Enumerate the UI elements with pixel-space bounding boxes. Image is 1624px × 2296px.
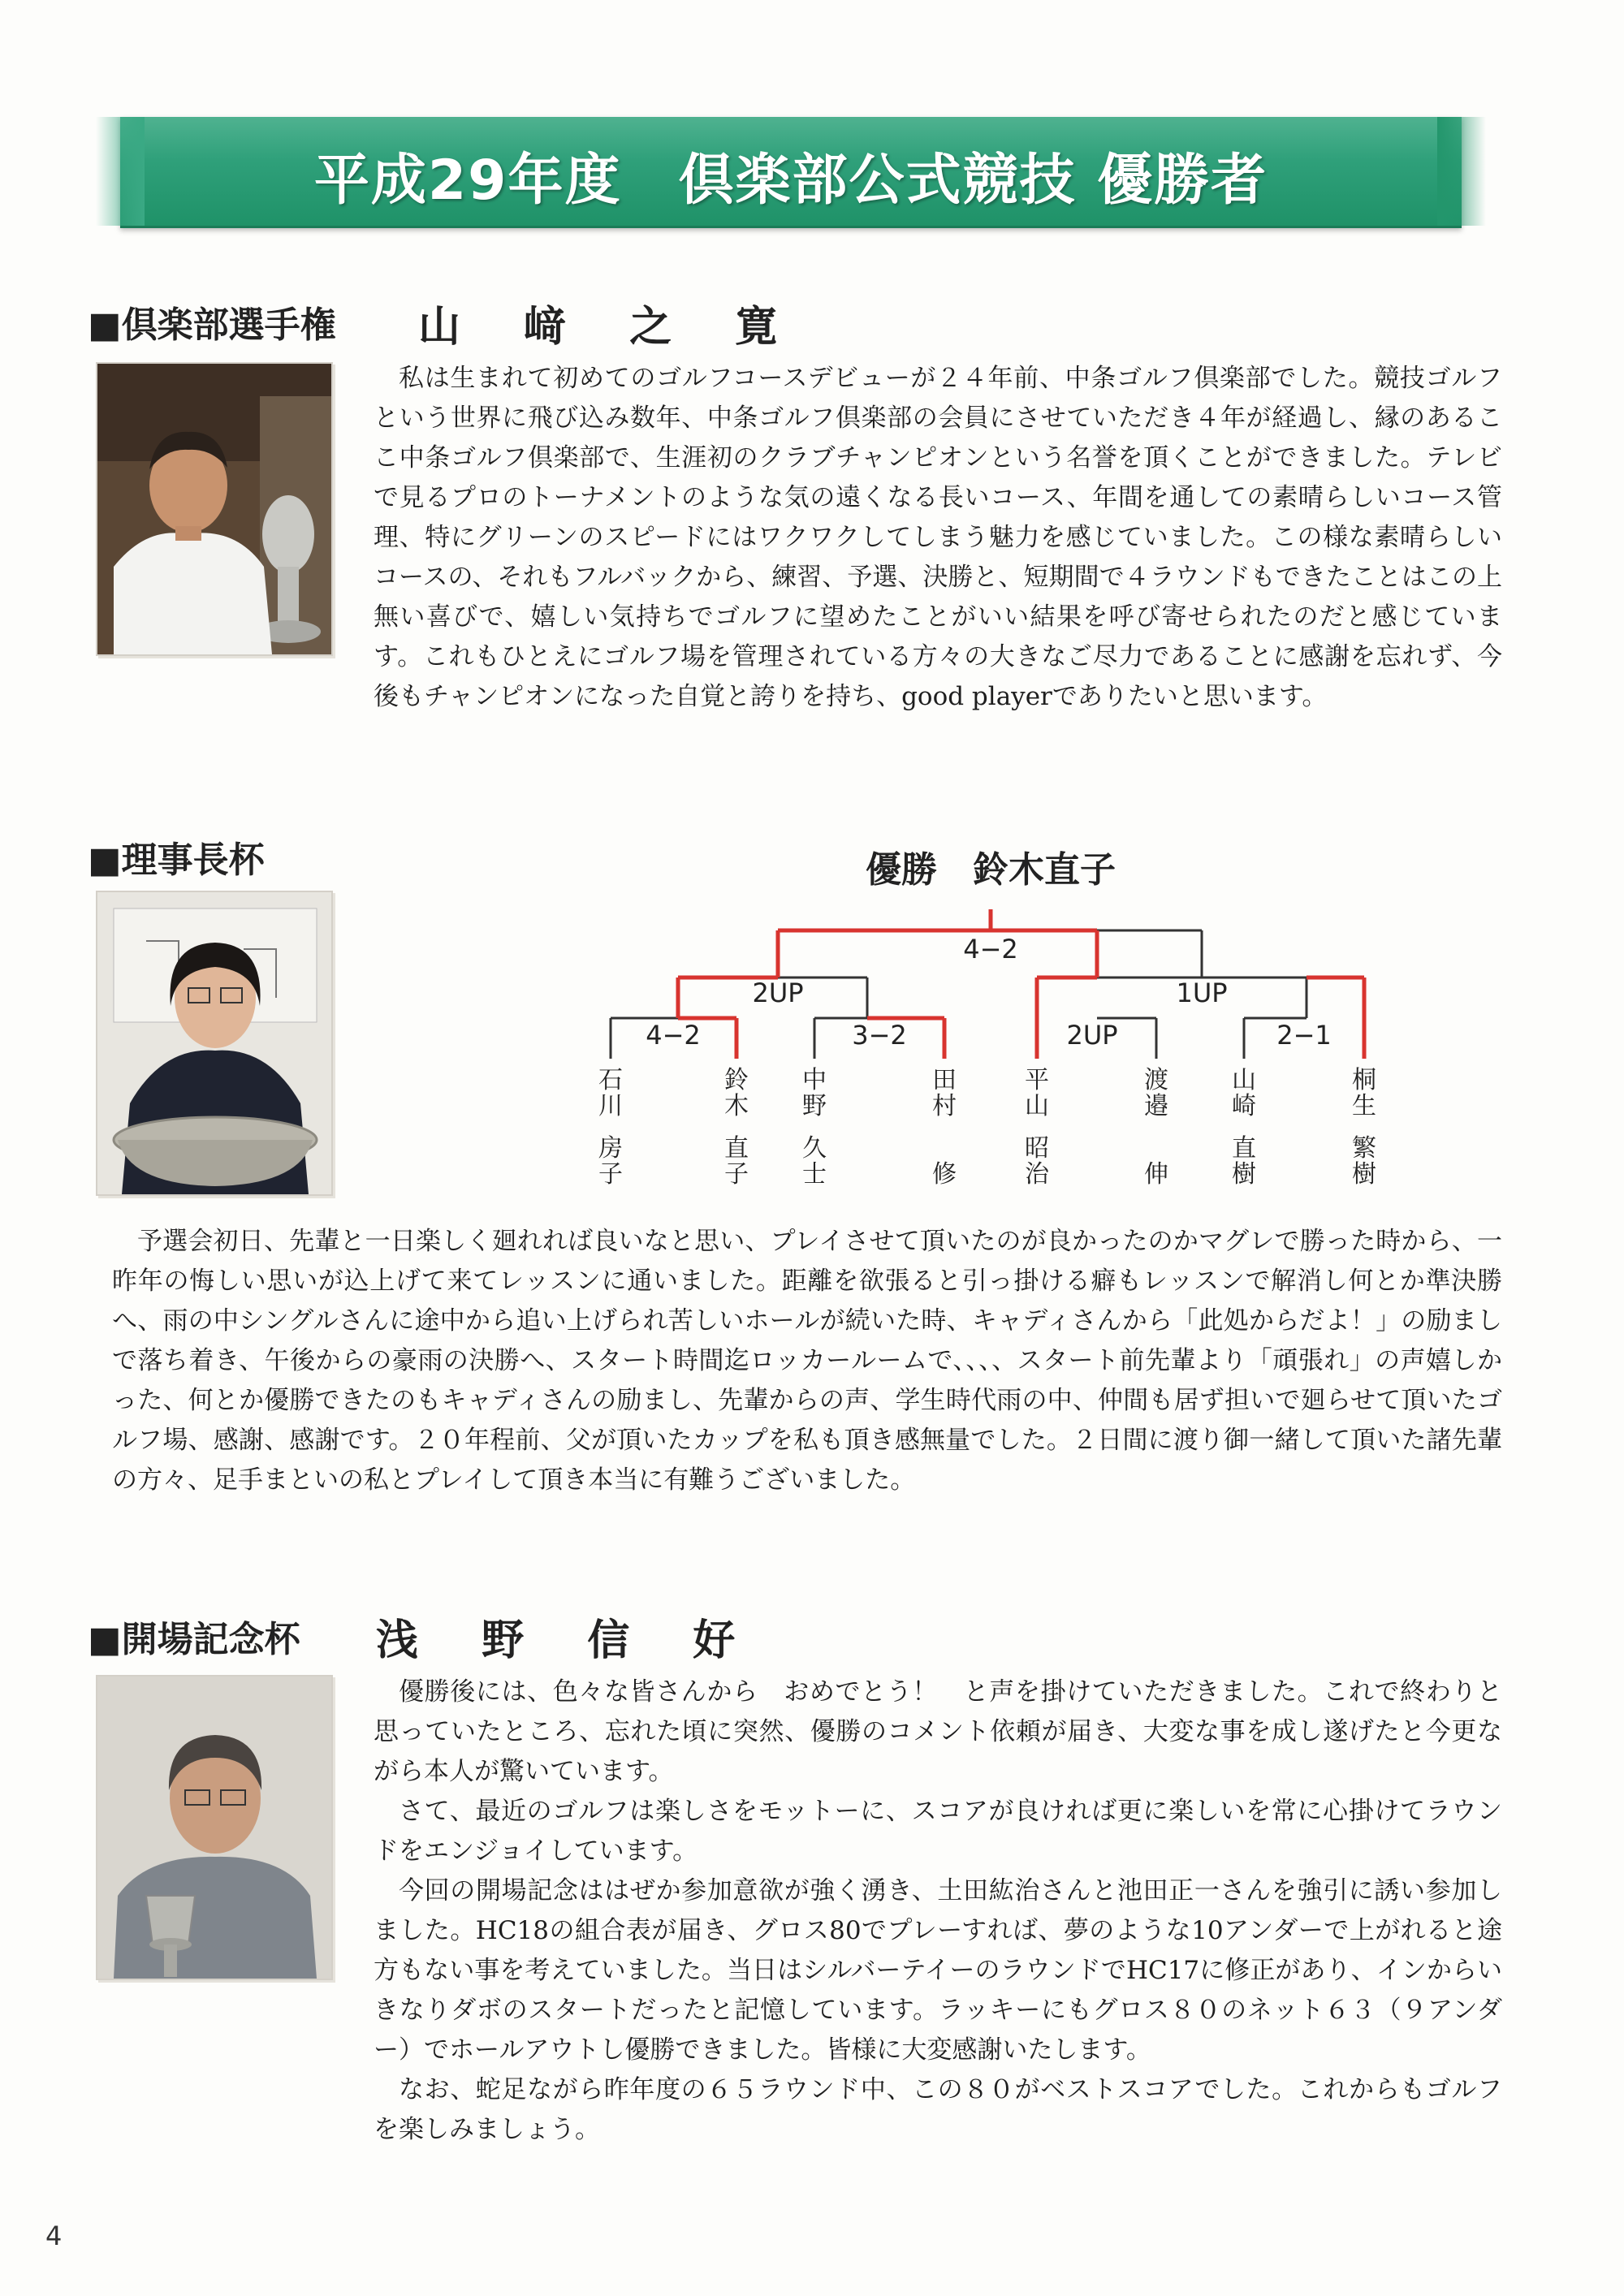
player-given-name: 繁樹	[1352, 1134, 1376, 1189]
player-given-name: 伸	[1144, 1160, 1168, 1189]
bracket-players	[598, 1066, 1376, 1189]
page-number: 4	[45, 2220, 63, 2251]
winner-name: 浅 野 信 好	[376, 1616, 760, 1665]
section-body-chairman-cup	[112, 1222, 1502, 1500]
player-given-name: 房子	[598, 1134, 623, 1189]
section-label: ■倶楽部選手権	[88, 304, 336, 346]
section-heading-chairman-cup	[88, 831, 265, 883]
score-final: 4−2	[963, 934, 1018, 965]
section-label: ■理事長杯	[88, 839, 265, 881]
player-family-name: 渡邉	[1144, 1066, 1168, 1120]
player-given-name: 修	[932, 1160, 957, 1189]
body-paragraph: さて、最近のゴルフは楽しさをモットーに、スコアが良ければ更に楽しいを常に心掛けてラウンドをエンジョイしています。	[374, 1797, 1502, 1866]
score-quarterfinal: 4−2	[646, 1020, 701, 1051]
score-quarterfinal: 3−2	[852, 1020, 907, 1051]
player-family-name: 石川	[598, 1066, 623, 1120]
section-label: ■開場記念杯	[88, 1619, 300, 1660]
body-paragraph: 私は生まれて初めてのゴルフコースデビューが２４年前、中条ゴルフ倶楽部でした。競技ゴルフという世界に飛び込み数年、中条ゴルフ倶楽部の会員にさせていただき４年が経過し、縁のあるここ中条ゴルフ倶楽部で、生涯初のクラブチャンピオンという名誉を頂くことができました。テレビで見るプロのトーナメントのような気の遠くなる長いコース、年間を通しての素晴らしいコース管理、特にグリーンのスピードにはワクワクしてしまう魅力を感じていました。この様な素晴らしいコースの、それもフルバックから、練習、予選、決勝と、短期間で４ラウンドもできたことはこの上無い喜びで、嬉しい気持ちでゴルフに望めたことがいい結果を呼び寄せられたのだと感じています。これもひとえにゴルフ場を管理されている方々の大きなご尽力であることに感謝を忘れず、今後もチャンピオンになった自覚と誇りを持ち、good playerでありたいと思います。	[374, 364, 1502, 711]
player-given-name: 久士	[802, 1134, 827, 1189]
winner-photo	[96, 891, 333, 1196]
score-quarterfinal: 2UP	[1066, 1020, 1118, 1051]
section-body-opening-anniversary-cup	[374, 1672, 1502, 2150]
player-family-name: 中野	[802, 1066, 827, 1120]
player-given-name: 直子	[724, 1134, 749, 1189]
body-paragraph: 今回の開場記念ははぜか参加意欲が強く湧き、土田紘治さんと池田正一さんを強引に誘い参加しました。HC18の組合表が届き、グロス80でプレーすれば、夢のような10アンダーで上がれると途方もない事を考えていました。当日はシルバーテイーのラウンドでHC17に修正があり、インからいきなりダボのスタートだったと記憶しています。ラッキーにもグロス８０のネット６３（９アンダー）でホールアウトし優勝できました。皆様に大変感謝いたします。	[374, 1876, 1502, 2065]
score-quarterfinal: 2−1	[1276, 1020, 1332, 1051]
player-family-name: 山崎	[1232, 1066, 1256, 1120]
score-semifinal: 2UP	[752, 978, 804, 1008]
page-title: 平成29年度 倶楽部公式競技 優勝者	[313, 149, 1268, 213]
section-heading-opening-anniversary-cup	[88, 1610, 300, 1662]
body-paragraph: 予選会初日、先輩と一日楽しく廻れれば良いなと思い、プレイさせて頂いたのが良かったのかマグレで勝った時から、一昨年の悔しい思いが込上げて来てレッスンに通いました。距離を欲張ると引っ掛ける癖もレッスンで解消し何とか準決勝へ、雨の中シングルさんに途中から追い上げられ苦しいホールが続いた時、キャディさんから「此処からだよ！」の励ましで落ち着き、午後からの豪雨の決勝へ、スタート時間迄ロッカールームで、、、、スタート前先輩より「頑張れ」の声嬉しかった、何とか優勝できたのもキャディさんの励まし、先輩からの声、学生時代雨の中、仲間も居ず担いで廻らせて頂いたゴルフ場、感謝、感謝です。２０年程前、父が頂いたカップを私も頂き感無量でした。２日間に渡り御一緒して頂いた諸先輩の方々、足手まといの私とプレイして頂き本当に有難うございました。	[112, 1227, 1502, 1495]
section-body-club-championship	[374, 359, 1502, 717]
player-given-name: 昭治	[1025, 1134, 1049, 1189]
tournament-bracket	[568, 844, 1413, 1202]
score-semifinal: 1UP	[1176, 978, 1228, 1008]
winner-photo-image	[97, 892, 331, 1194]
winner-photo-image	[97, 364, 331, 654]
title-banner	[120, 117, 1462, 228]
body-paragraph: なお、蛇足ながら昨年度の６５ラウンド中、この８０がベストスコアでした。これからもゴルフを楽しみましょう。	[374, 2075, 1502, 2144]
body-paragraph: 優勝後には、色々な皆さんから おめでとう！ と声を掛けていただきました。これで終わりと思っていたところ、忘れた頃に突然、優勝のコメント依頼が届き、大変な事を成し遂げたと今更ながら本人が驚いています。	[374, 1677, 1502, 1786]
winner-name: 山 﨑 之 寛	[418, 303, 802, 352]
player-family-name: 鈴木	[724, 1066, 749, 1120]
bracket-champion: 優勝 鈴木直子	[866, 849, 1116, 891]
winner-photo	[96, 362, 333, 656]
player-family-name: 平山	[1025, 1066, 1049, 1120]
player-family-name: 桐生	[1352, 1066, 1376, 1120]
player-given-name: 直樹	[1232, 1134, 1256, 1189]
player-family-name: 田村	[932, 1066, 957, 1120]
winner-photo-image	[97, 1677, 331, 1979]
section-heading-club-championship	[88, 296, 336, 347]
winner-photo	[96, 1675, 333, 1980]
